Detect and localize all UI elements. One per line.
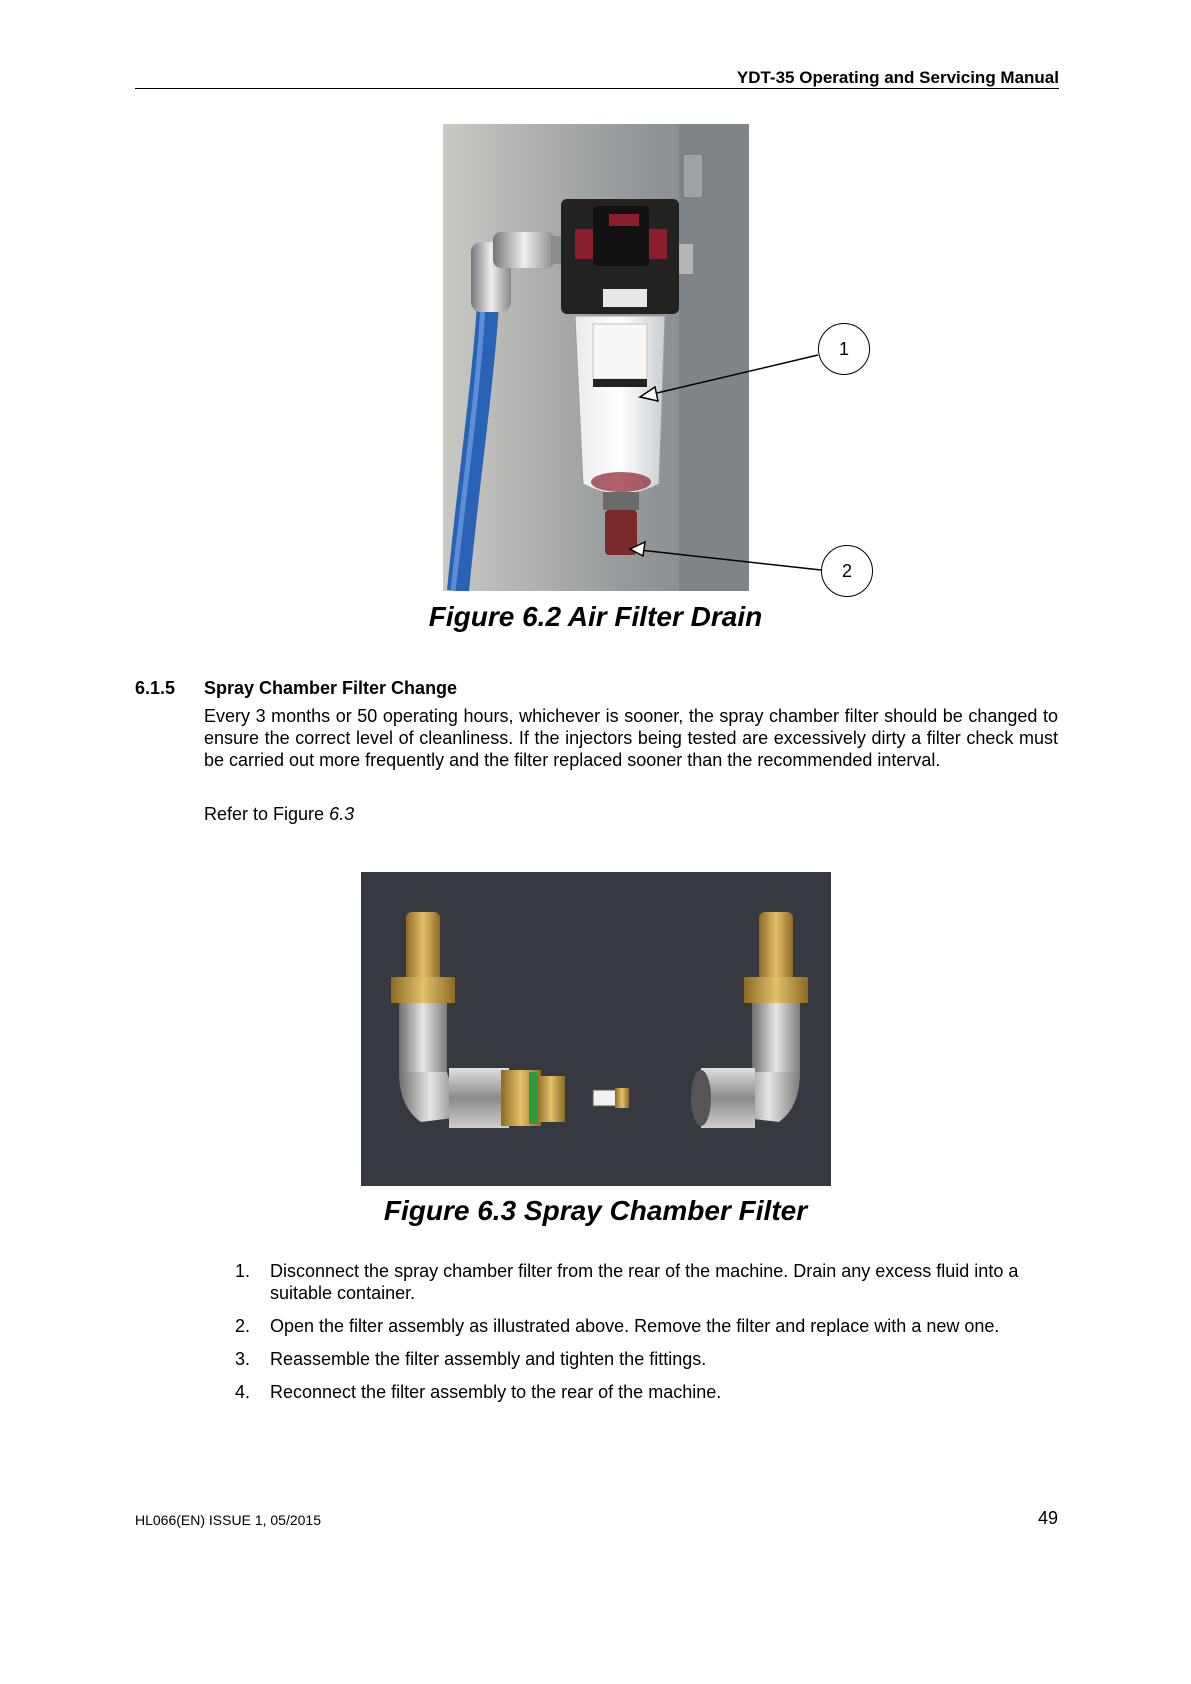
step-text: Open the filter assembly as illustrated above. Remove the filter and replace with a new one.: [270, 1316, 1000, 1336]
spray-chamber-filter-photo: [361, 872, 831, 1186]
section-paragraph: Every 3 months or 50 operating hours, whichever is sooner, the spray chamber filter should be changed to ensure the correct level of cleanliness. If the injectors being tested are excessively dirty a filter check must be carried out more frequently and the filter replaced sooner than the recommended interval.: [204, 706, 1058, 770]
step-text: Reassemble the filter assembly and tighten the fittings.: [270, 1349, 707, 1369]
step-number: 4.: [235, 1382, 251, 1402]
step-item: [235, 1381, 1065, 1403]
section-number: 6.1.5: [135, 678, 176, 698]
step-item: [235, 1315, 1065, 1337]
header-rule: [135, 88, 1059, 89]
figure-6-3-caption: Figure 6.3 Spray Chamber Filter: [383, 1195, 808, 1226]
refer-prefix: Refer to Figure: [204, 804, 330, 824]
procedure-steps: [235, 1260, 1065, 1414]
running-header: YDT-35 Operating and Servicing Manual: [736, 68, 1059, 87]
step-number: 3.: [235, 1349, 251, 1369]
refer-figure-link: 6.3: [329, 804, 355, 824]
air-filter-photo: [443, 124, 749, 591]
page-number: 49: [1037, 1508, 1058, 1528]
step-text: Reconnect the filter assembly to the rear of the machine.: [270, 1382, 722, 1402]
callout-1: 1: [818, 323, 870, 375]
step-item: [235, 1260, 1065, 1304]
callout-2: 2: [821, 545, 873, 597]
section-title: Spray Chamber Filter Change: [204, 678, 458, 698]
step-number: 2.: [235, 1316, 251, 1336]
figure-reference: [204, 804, 354, 825]
step-item: [235, 1348, 1065, 1370]
step-number: 1.: [235, 1261, 251, 1281]
figure-6-2-caption: Figure 6.2 Air Filter Drain: [428, 601, 763, 632]
step-text: Disconnect the spray chamber filter from the rear of the machine. Drain any excess fluid into a suitable container.: [270, 1261, 1019, 1303]
footer-doc-ref: HL066(EN) ISSUE 1, 05/2015: [135, 1512, 321, 1528]
